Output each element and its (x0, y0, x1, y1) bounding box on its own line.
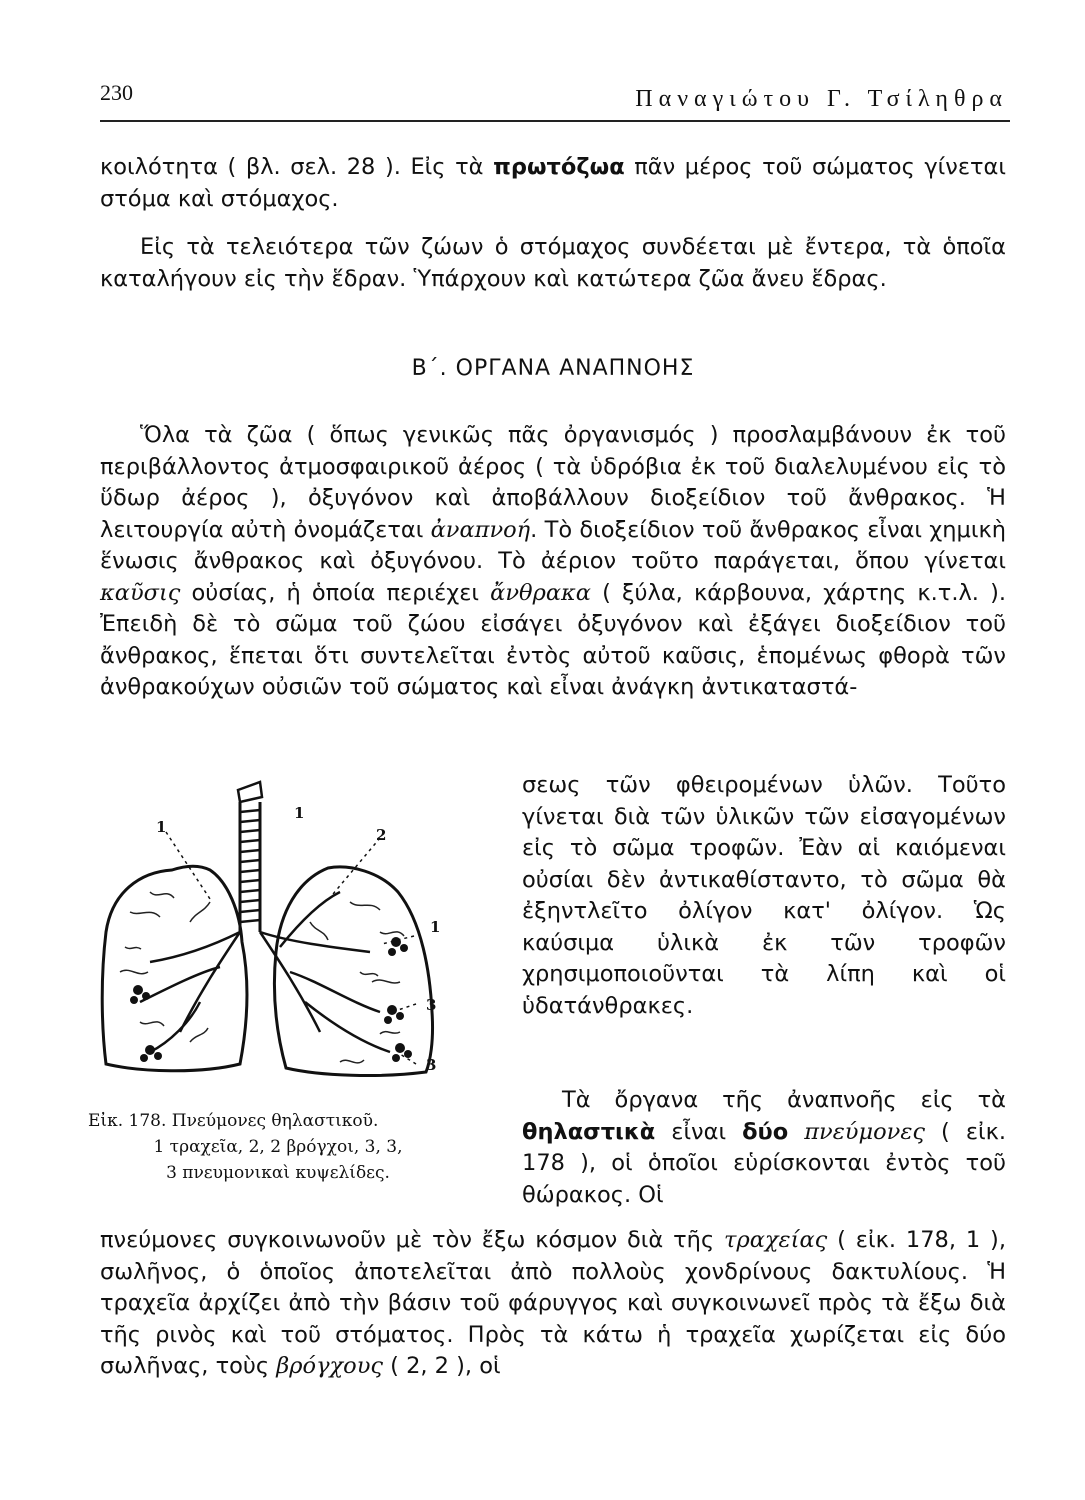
section-heading: Β΄. ΟΡΓΑΝΑ ΑΝΑΠΝΟΗΣ (411, 356, 695, 381)
term-trachea: τραχείας (724, 1227, 828, 1253)
paragraph-respiration-cont: σεως τῶν φθειρομένων ὑλῶν. Τοῦτο γίνεται διὰ τῶν ὑλικῶν τῶν εἰσαγομένων εἰς τὸ σῶμα τροφῶν. Ἐὰν αἱ καιόμεναι οὐσίαι δὲν ἀντικαθίσταντο, τὸ σῶμα θὰ ἐξηντλεῖτο ὀλίγον κατ' ὀλίγον. Ὡς καύσιμα ὑλικὰ ἐκ τῶν τροφῶν χρησιμοποιοῦνται τὰ λίπη καὶ οἱ ὑδατάνθρακες. (522, 772, 1006, 1019)
label-3-b: 3 (426, 1056, 437, 1074)
running-head-author: Παναγιώτου Γ. Τσίληθρα (635, 86, 1008, 112)
paragraph-protozoa: κοιλότητα ( βλ. σελ. 28 ). Εἰς τὰ πρωτόζωα πᾶν μέρος τοῦ σώματος γίνεται στόμα καὶ στόμαχος. (100, 154, 1007, 212)
term-bronchi: βρόγχους (276, 1353, 383, 1379)
paragraph-respiration: Ὅλα τὰ ζῶα ( ὅπως γενικῶς πᾶς ὀργανισμός ) προσλαμβάνουν ἐκ τοῦ περιβάλλοντος ἀτμοσφαιρικοῦ ἀέρος ( τὰ ὑδρόβια ἐκ τοῦ διαλελυμένου εἰς τὸ ὕδωρ ἀέρος ), ὀξυγόνον καὶ ἀποβάλλουν διοξείδιον τοῦ ἄνθρακος. Ἡ λειτουργία αὐτὴ ὀνομάζεται ἀναπνοή. Τὸ διοξείδιον τοῦ ἄνθρακος εἶναι χημικὴ ἕνωσις ἄνθρακος καὶ ὀξυγόνου. Τὸ ἀέριον τοῦτο παράγεται, ὅπου γίνεται καῦσις οὐσίας, ἡ ὁποία περιέχει ἄνθρακα ( ξύλα, κάρβουνα, χάρτης κ.τ.λ. ). Ἐπειδὴ δὲ τὸ σῶμα τοῦ ζώου εἰσάγει ὀξυγόνον καὶ ἐξάγει διοξείδιον τοῦ ἄνθρακος, ἕπεται ὅτι συντελεῖται ἐντὸς αὐτοῦ καῦσις, ἑπομένως φθορὰ τῶν ἀνθρακούχων οὐσιῶν τοῦ σώματος καὶ εἶναι ἀνάγκη ἀντικαταστά- (100, 422, 1006, 700)
left-lung (102, 866, 247, 1071)
caption-line-3: 3 πνευμονικαὶ κυψελίδες. (166, 1163, 390, 1183)
label-2: 2 (376, 826, 387, 844)
term-protozoa: πρωτόζωα (493, 154, 625, 180)
label-3-a: 3 (426, 996, 437, 1014)
page-number: 230 (100, 80, 133, 105)
right-bronchi (260, 892, 390, 1052)
term-mammals: θηλαστικὰ (522, 1118, 656, 1145)
label-1-trachea: 1 (294, 804, 305, 822)
term-two: δύο (742, 1118, 789, 1145)
term-carbon: ἄνθρακα (490, 579, 591, 606)
bronchiole-texture (120, 892, 404, 1063)
trachea-rings (240, 810, 260, 922)
paragraph-intestine: Εἰς τὰ τελειότερα τῶν ζώων ὁ στόμαχος συνδέεται μὲ ἔντερα, τὰ ὁποῖα καταλήγουν εἰς τὴν ἕδραν. Ὑπάρχουν καὶ κατώτερα ζῶα ἄνευ ἕδρας. (100, 234, 1006, 292)
paragraph-trachea: πνεύμονες συγκοινωνοῦν μὲ τὸν ἔξω κόσμον διὰ τῆς τραχείας ( εἰκ. 178, 1 ), σωλῆνος, ὁ ὁποῖος ἀποτελεῖται ἀπὸ πολλοὺς χονδρίνους δακτυλίους. Ἡ τραχεῖα ἀρχίζει ἀπὸ τὴν βάσιν τοῦ φάρυγγος καὶ συγκοινωνεῖ πρὸς τὰ ἔξω διὰ τῆς ρινὸς καὶ τοῦ στόματος. Πρὸς τὰ κάτω ἡ τραχεῖα χωρίζεται εἰς δύο σωλῆνας, τοὺς βρόγχους ( 2, 2 ), οἱ (100, 1227, 1006, 1379)
larynx (238, 782, 262, 802)
paragraph-lungs: Τὰ ὄργανα τῆς ἀναπνοῆς εἰς τὰ θηλαστικὰ εἶναι δύο πνεύμονες ( εἰκ. 178 ), οἱ ὁποῖοι εὑρίσκονται ἐντὸς τοῦ θώρακος. Οἱ (522, 1087, 1007, 1208)
figure-caption (88, 1108, 468, 1186)
lungs-illustration (100, 772, 480, 1102)
left-bronchi (140, 932, 240, 1052)
right-lung (274, 867, 432, 1075)
term-lungs: πνεύμονες (804, 1118, 925, 1145)
caption-line-1: Εἰκ. 178. Πνεύμονες θηλαστικοῦ. (88, 1111, 379, 1131)
term-combustion: καῦσις (100, 579, 181, 606)
page-header (100, 76, 1010, 122)
label-1-left: 1 (156, 818, 167, 836)
caption-line-2: 1 τραχεῖα, 2, 2 βρόγχοι, 3, 3, (153, 1137, 403, 1157)
label-1-right: 1 (430, 918, 441, 936)
term-respiration: ἀναπνοή (430, 516, 531, 543)
